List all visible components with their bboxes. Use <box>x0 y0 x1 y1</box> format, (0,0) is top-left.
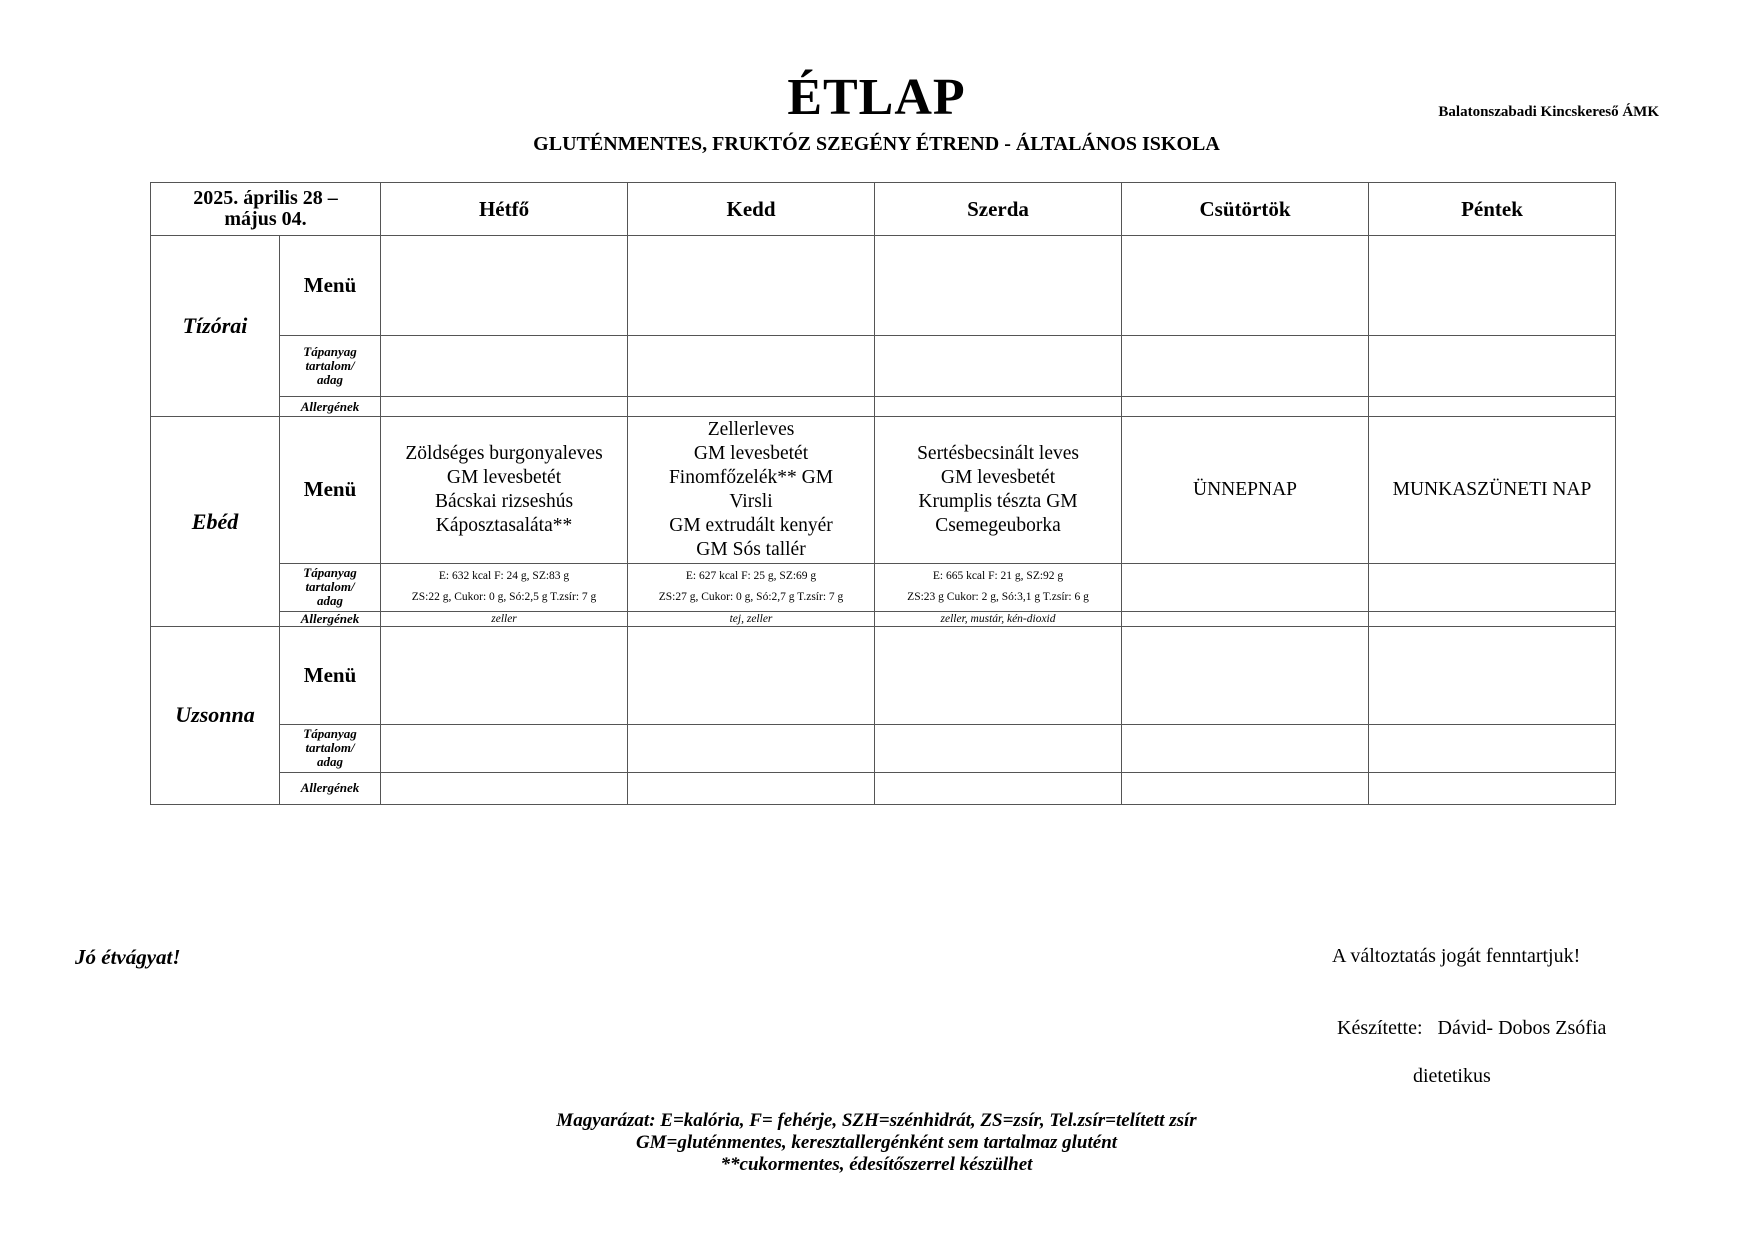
nutrition-cell <box>381 724 628 772</box>
date-range-line: május 04. <box>224 208 307 231</box>
nutrition-label <box>280 724 381 772</box>
day-header: Kedd <box>628 183 875 236</box>
menu-cell <box>628 236 875 336</box>
allergens-cell <box>875 397 1122 417</box>
day-header: Hétfő <box>381 183 628 236</box>
allergens-cell <box>875 772 1122 804</box>
header-row <box>151 183 1616 236</box>
allergens-cell <box>1369 397 1616 417</box>
author-label: Készítette: <box>1337 1017 1423 1039</box>
meal-menu-row <box>151 626 1616 724</box>
meal-nutrition-row <box>151 724 1616 772</box>
nutrition-cell <box>628 563 875 611</box>
nutrition-cell <box>628 724 875 772</box>
meal-menu-row <box>151 236 1616 336</box>
menu-item: Zöldséges burgonyaleves <box>405 442 603 464</box>
nutrition-line: ZS:23 g Cukor: 2 g, Só:3,1 g T.zsír: 6 g <box>907 591 1089 604</box>
allergens-cell: zeller <box>381 611 628 626</box>
meal-nutrition-row <box>151 336 1616 397</box>
page-subtitle: GLUTÉNMENTES, FRUKTÓZ SZEGÉNY ÉTREND - ÁLTALÁNOS ISKOLA <box>533 133 1220 155</box>
allergens-label: Allergének <box>280 611 381 626</box>
allergens-label: Allergének <box>280 397 381 417</box>
meal-allergens-row <box>151 397 1616 417</box>
menu-cell <box>1122 417 1369 563</box>
menu-item: GM levesbetét <box>940 466 1056 488</box>
menu-item: MUNKASZÜNETI NAP <box>1392 478 1592 500</box>
meal-name: Tízórai <box>151 236 280 417</box>
menu-label: Menü <box>280 626 381 724</box>
author-line <box>1337 1017 1606 1040</box>
menu-item: GM levesbetét <box>446 466 562 488</box>
nutrition-cell <box>1122 336 1369 397</box>
page-title: ÉTLAP <box>787 69 966 126</box>
nutrition-line: E: 632 kcal F: 24 g, SZ:83 g <box>438 570 570 583</box>
menu-table-body <box>151 183 1616 805</box>
nutrition-label-line: Tápanyag <box>303 726 357 742</box>
nutrition-cell <box>875 336 1122 397</box>
menu-item: GM levesbetét <box>693 442 809 464</box>
menu-item: Zellerleves <box>707 418 795 440</box>
menu-cell <box>1369 626 1616 724</box>
nutrition-label-line: tartalom/ <box>305 740 355 756</box>
menu-item: GM extrudált kenyér <box>669 514 833 536</box>
nutrition-label-line: Tápanyag <box>303 565 357 581</box>
meal-name: Uzsonna <box>151 626 280 804</box>
meal-nutrition-row <box>151 563 1616 611</box>
allergens-cell <box>1369 772 1616 804</box>
menu-cell <box>875 236 1122 336</box>
nutrition-cell <box>381 563 628 611</box>
nutrition-label-line: adag <box>317 593 343 609</box>
nutrition-cell <box>1122 563 1369 611</box>
nutrition-label-line: tartalom/ <box>305 358 355 374</box>
menu-item: Krumplis tészta GM <box>918 490 1078 512</box>
legend <box>0 1110 1753 1176</box>
menu-cell <box>1369 236 1616 336</box>
day-header: Csütörtök <box>1122 183 1369 236</box>
legend-line: GM=gluténmentes, keresztallergénként sem tartalmaz glutént <box>635 1132 1118 1153</box>
menu-cell <box>628 417 875 563</box>
menu-item: Káposztasaláta** <box>435 514 573 536</box>
nutrition-label-line: adag <box>317 754 343 770</box>
allergens-cell <box>1122 772 1369 804</box>
greeting: Jó étvágyat! <box>75 945 181 969</box>
menu-cell <box>381 626 628 724</box>
menu-cell <box>381 417 628 563</box>
nutrition-cell <box>1369 336 1616 397</box>
menu-label: Menü <box>280 236 381 336</box>
legend-line: **cukormentes, édesítőszerrel készülhet <box>720 1154 1033 1175</box>
nutrition-cell <box>875 563 1122 611</box>
allergens-cell: tej, zeller <box>628 611 875 626</box>
menu-item: Csemegeuborka <box>935 514 1061 536</box>
legend-line: Magyarázat: E=kalória, F= fehérje, SZH=szénhidrát, ZS=zsír, Tel.zsír=telített zsír <box>556 1110 1197 1131</box>
author-name: Dávid- Dobos Zsófia <box>1437 1017 1607 1039</box>
allergens-cell <box>1122 611 1369 626</box>
menu-label: Menü <box>280 417 381 563</box>
author-title: dietetikus <box>1413 1065 1491 1087</box>
menu-item: Bácskai rizseshús <box>434 490 574 512</box>
nutrition-line: E: 665 kcal F: 21 g, SZ:92 g <box>932 570 1064 583</box>
nutrition-cell <box>381 336 628 397</box>
menu-item: GM Sós tallér <box>696 538 806 560</box>
nutrition-line: E: 627 kcal F: 25 g, SZ:69 g <box>685 570 817 583</box>
menu-cell <box>1122 236 1369 336</box>
nutrition-line: ZS:22 g, Cukor: 0 g, Só:2,5 g T.zsír: 7 g <box>411 591 597 604</box>
menu-item: Sertésbecsinált leves <box>917 442 1079 464</box>
meal-allergens-row <box>151 772 1616 804</box>
nutrition-cell <box>628 336 875 397</box>
date-range-line: 2025. április 28 – <box>193 187 338 210</box>
institution-name: Balatonszabadi Kincskereső ÁMK <box>1438 104 1659 120</box>
nutrition-label-line: adag <box>317 372 343 388</box>
menu-cell <box>1369 417 1616 563</box>
menu-item: Virsli <box>729 490 773 512</box>
allergens-cell <box>381 772 628 804</box>
allergens-label: Allergének <box>280 772 381 804</box>
menu-table <box>150 182 1616 805</box>
nutrition-label-line: tartalom/ <box>305 579 355 595</box>
day-header: Szerda <box>875 183 1122 236</box>
allergens-cell <box>628 772 875 804</box>
menu-cell <box>875 626 1122 724</box>
nutrition-label <box>280 563 381 611</box>
menu-item: ÜNNEPNAP <box>1193 478 1298 500</box>
menu-cell <box>381 236 628 336</box>
meal-menu-row <box>151 417 1616 563</box>
nutrition-cell <box>1122 724 1369 772</box>
nutrition-cell <box>1369 563 1616 611</box>
nutrition-label-line: Tápanyag <box>303 344 357 360</box>
allergens-cell: zeller, mustár, kén-dioxid <box>875 611 1122 626</box>
menu-cell <box>875 417 1122 563</box>
date-range-cell <box>151 183 381 236</box>
meal-allergens-row <box>151 611 1616 626</box>
nutrition-cell <box>1369 724 1616 772</box>
meal-name: Ebéd <box>151 417 280 626</box>
menu-cell <box>1122 626 1369 724</box>
nutrition-line: ZS:27 g, Cukor: 0 g, Só:2,7 g T.zsír: 7 g <box>658 591 844 604</box>
disclaimer: A változtatás jogát fenntartjuk! <box>1332 945 1581 967</box>
menu-cell <box>628 626 875 724</box>
day-header: Péntek <box>1369 183 1616 236</box>
nutrition-label <box>280 336 381 397</box>
allergens-cell <box>628 397 875 417</box>
allergens-cell <box>1369 611 1616 626</box>
nutrition-cell <box>875 724 1122 772</box>
menu-item: Finomfőzelék** GM <box>668 466 834 488</box>
allergens-cell <box>1122 397 1369 417</box>
allergens-cell <box>381 397 628 417</box>
